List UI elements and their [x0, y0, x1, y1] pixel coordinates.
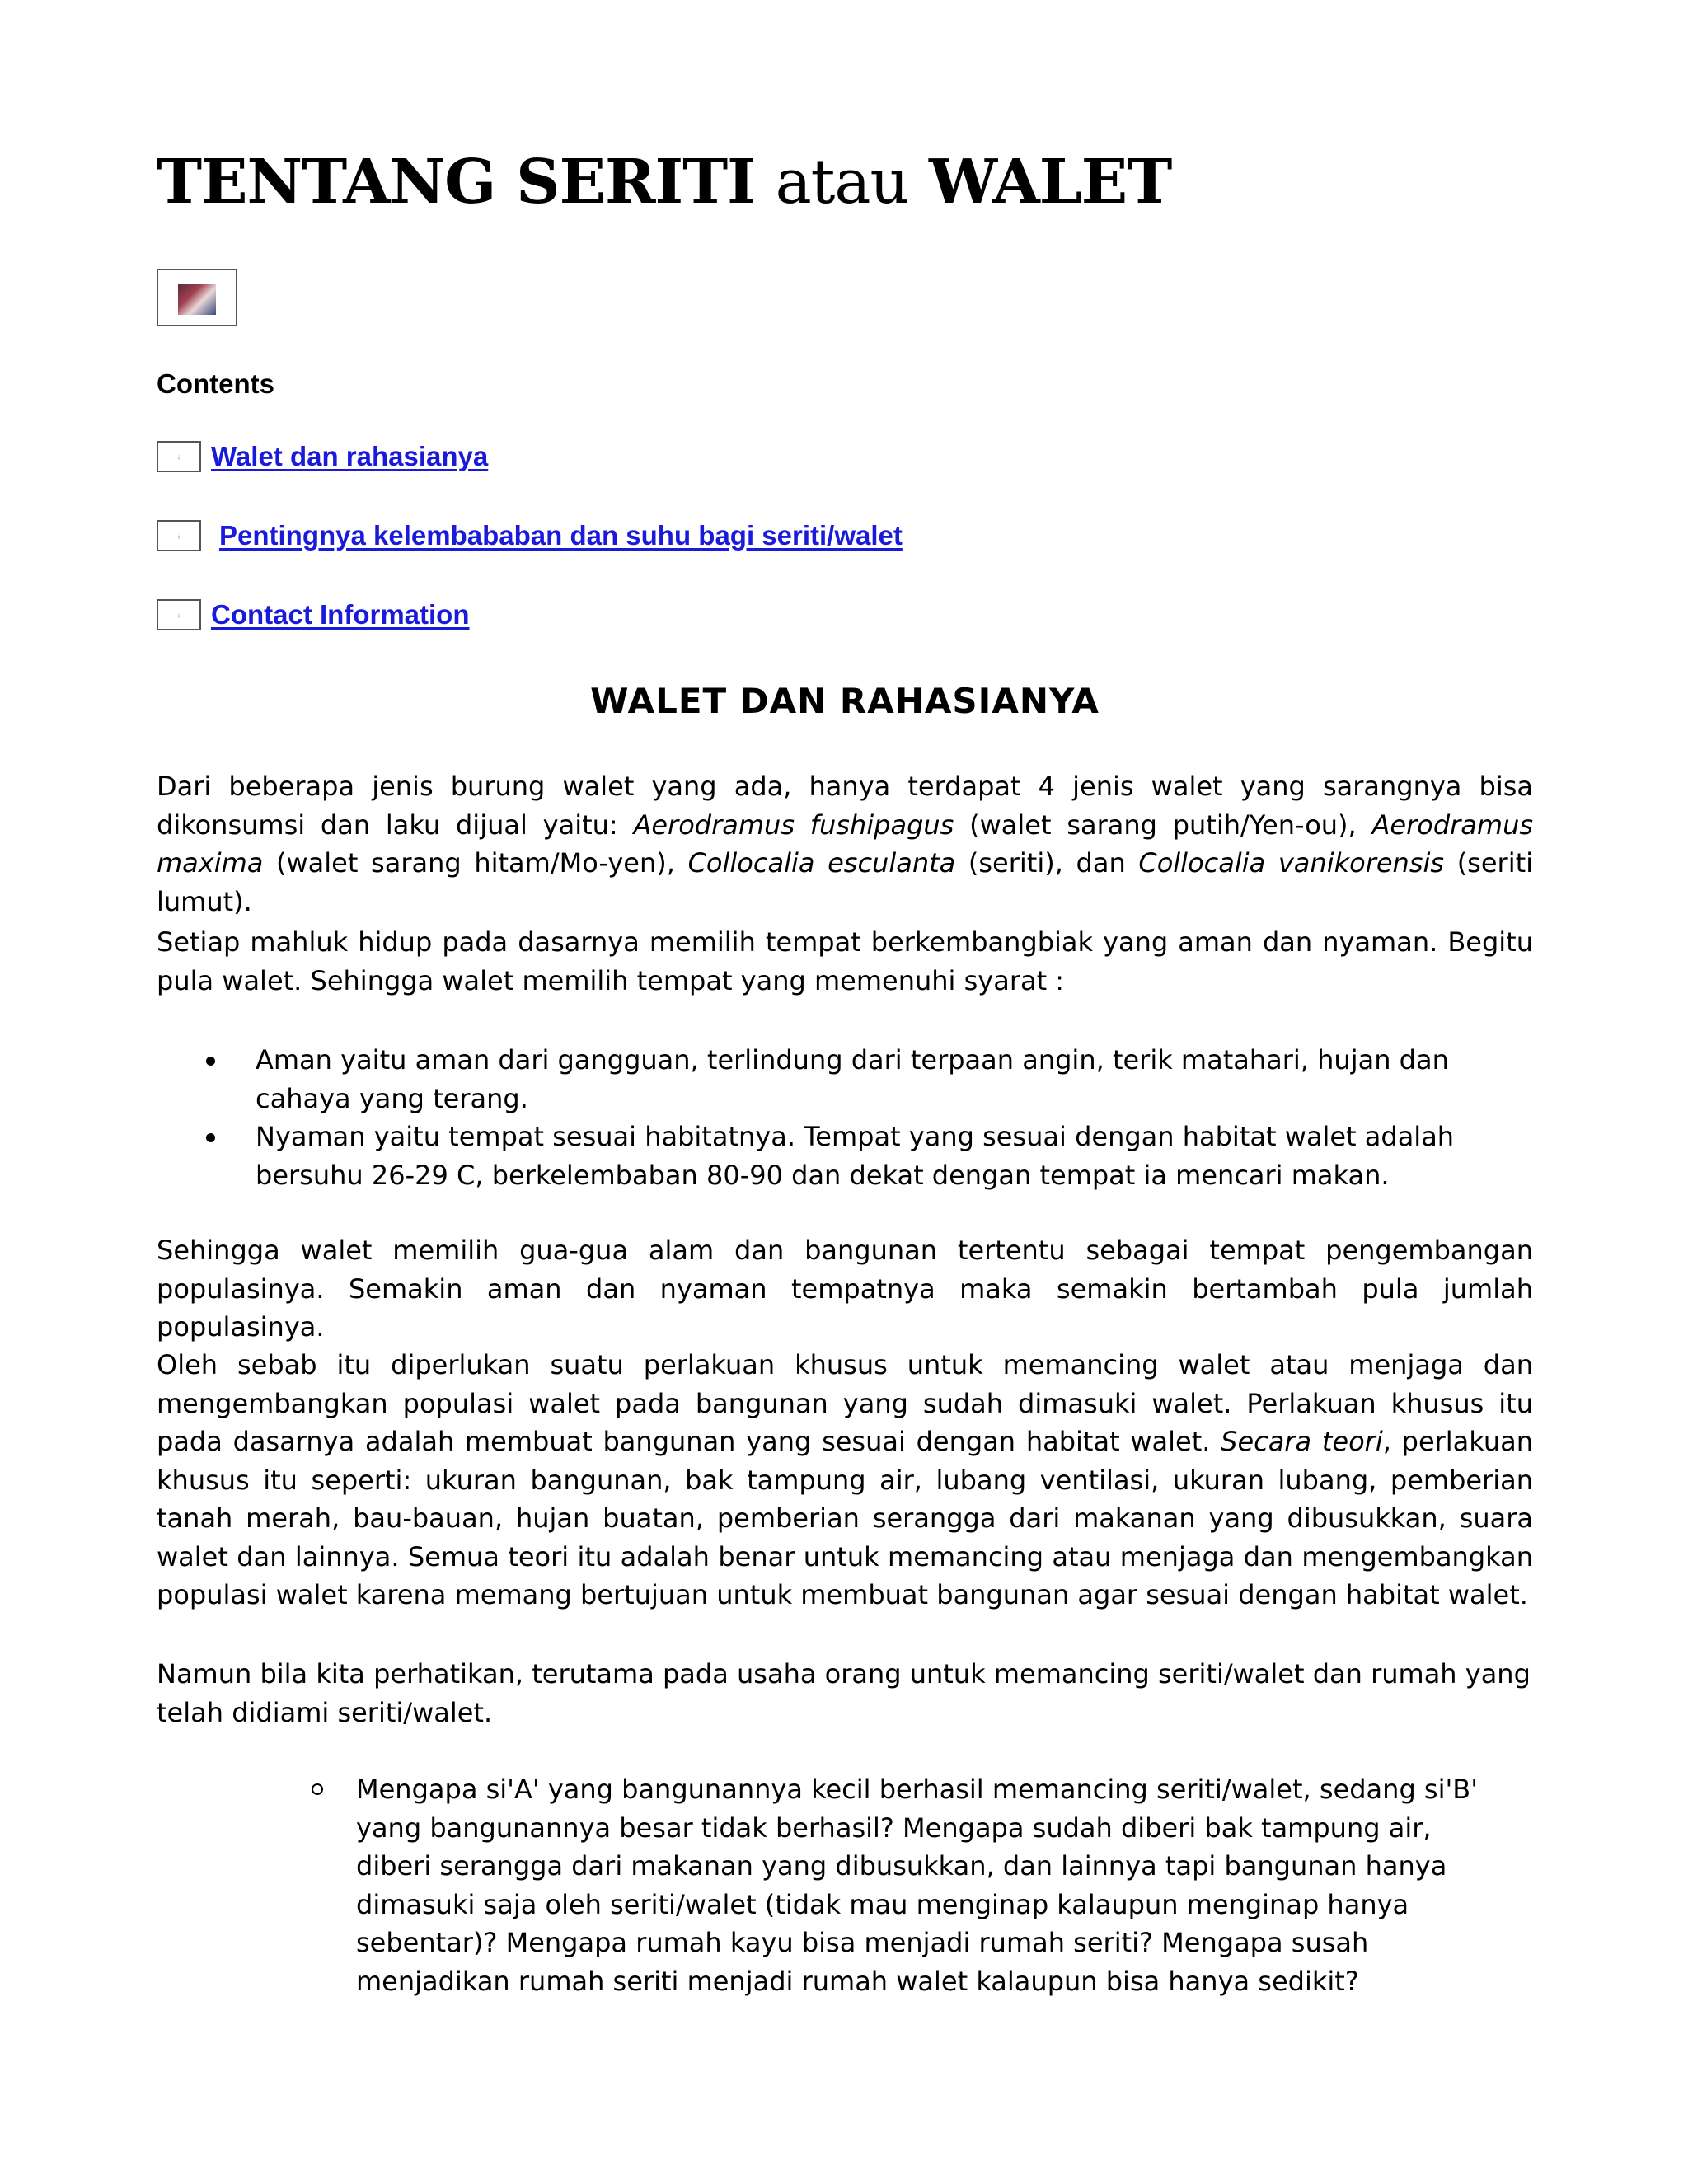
- question-list-item: Mengapa si'A' yang bangunannya kecil berhasil memancing seriti/walet, sedang si'B' yang bangunannya besar tidak berhasil? Mengapa sudah diberi bak tampung air, diberi serangga dari makanan yang dibusukkan, dan lainnya tapi bangunan hanya dimasuki saja oleh seriti/walet (tidak mau menginap kalaupun menginap hanya sebentar)? Mengapa rumah kayu bisa menjadi rumah seriti? Mengapa susah menjadikan rumah seriti menjadi rumah walet kalaupun bisa hanya sedikit?: [356, 1770, 1510, 2000]
- broken-image-icon: ᵢ: [157, 599, 201, 630]
- list-item: Aman yaitu aman dari gangguan, terlindung dari terpaan angin, terik matahari, hujan dan cahaya yang terang.: [157, 1041, 1500, 1118]
- bullet-icon: [206, 1057, 215, 1066]
- list-item: Nyaman yaitu tempat sesuai habitatnya. Tempat yang sesuai dengan habitat walet adalah bersuhu 26-29 C, berkelembaban 80-90 dan dekat dengan tempat ia mencari makan.: [157, 1118, 1500, 1194]
- title-connector: atau: [775, 147, 909, 218]
- toc-item-walet[interactable]: [157, 438, 488, 475]
- paragraph-habitat: Setiap mahluk hidup pada dasarnya memilih tempat berkembangbiak yang aman dan nyaman. Begitu pula walet. Sehingga walet memilih tempat yang memenuhi syarat :: [157, 926, 1533, 996]
- paragraph-observation: Namun bila kita perhatikan, terutama pada usaha orang untuk memancing seriti/walet dan rumah yang telah didiami seriti/walet.: [157, 1658, 1531, 1728]
- species-name: Aerodramus maxima: [157, 808, 1534, 879]
- photo-thumbnail: [178, 284, 216, 315]
- bullet-icon: [206, 1133, 215, 1142]
- species-name: Collocalia vanikorensis: [1138, 847, 1445, 879]
- page-title: [157, 147, 1171, 218]
- toc-link-kelembaban[interactable]: Pentingnya kelembababan dan suhu bagi seriti/walet: [219, 520, 903, 551]
- requirements-list: [157, 1041, 1533, 1194]
- paragraph-caves: Sehingga walet memilih gua-gua alam dan bangunan tertentu sebagai tempat pengembangan populasinya. Semakin aman dan nyaman tempatnya maka semakin bertambah pula jumlah populasinya.: [157, 1235, 1533, 1343]
- circle-bullet-icon: [312, 1783, 323, 1795]
- toc-link-contact[interactable]: Contact Information: [211, 599, 470, 630]
- paragraph-species: Dari beberapa jenis burung walet yang ada, hanya terdapat 4 jenis walet yang sarangnya bisa dikonsumsi dan laku dijual yaitu: Aerodramus fushipagus (walet sarang putih/Yen-ou), Aerodramus maxima (walet sarang hitam/Mo-yen), Collocalia esculanta (seriti), dan Collocalia vanikorensis (seriti lumut).: [157, 771, 1534, 917]
- toc-link-walet[interactable]: Walet dan rahasianya: [211, 441, 489, 471]
- broken-image-icon: ᵢ: [157, 441, 201, 472]
- toc-item-kelembaban[interactable]: [157, 518, 903, 554]
- contents-heading: Contents: [157, 368, 274, 399]
- species-name: Collocalia esculanta: [687, 847, 956, 879]
- broken-image-icon: ᵢ: [157, 520, 201, 551]
- species-name: Aerodramus fushipagus: [633, 808, 954, 841]
- section-heading: WALET DAN RAHASIANYA: [590, 681, 1100, 721]
- toc-item-contact[interactable]: [157, 597, 469, 633]
- paragraph-treatment: Oleh sebab itu diperlukan suatu perlakuan khusus untuk memancing walet atau menjaga dan mengembangkan populasi walet pada bangunan yang sudah dimasuki walet. Perlakuan khusus itu pada dasarnya adalah membuat bangunan yang sesuai dengan habitat walet. Secara teori, perlakuan khusus itu seperti: ukuran bangunan, bak tampung air, lubang ventilasi, ukuran lubang, pemberian tanah merah, bau-bauan, hujan buatan, pemberian serangga dari makanan yang dibusukkan, suara walet dan lainnya. Semua teori itu adalah benar untuk memancing atau menjaga dan mengembangkan populasi walet karena memang bertujuan untuk membuat bangunan agar sesuai dengan habitat walet.: [157, 1349, 1534, 1610]
- emphasis: Secara teori: [1221, 1426, 1383, 1457]
- title-end: WALET: [928, 147, 1172, 218]
- swiftlet-photo: [157, 269, 237, 326]
- title-main: TENTANG SERITI: [157, 147, 755, 218]
